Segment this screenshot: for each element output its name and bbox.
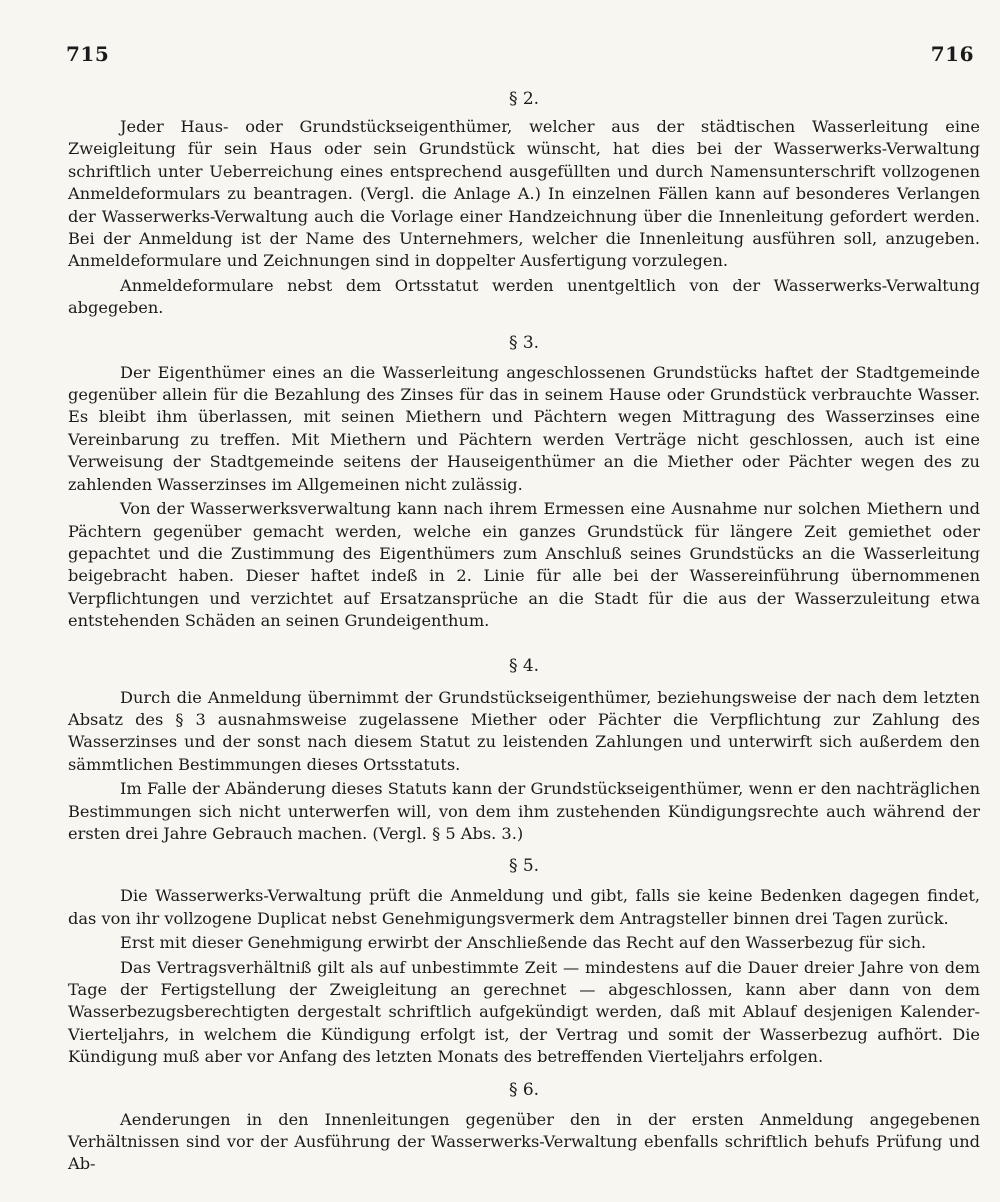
section-6 (68, 1079, 980, 1176)
page-number-right: 716 (930, 42, 974, 66)
section-heading: § 6. (508, 1079, 540, 1100)
paragraph: Anmeldeformulare nebst dem Ortsstatut werden unentgeltlich von der Wasserwerks-Verwaltung abgegeben. (68, 275, 980, 318)
section-heading: § 2. (508, 89, 540, 109)
paragraph: Von der Wasserwerksverwaltung kann nach ihrem Ermessen eine Ausnahme nur solchen Miethern und Pächtern gegenüber gemacht werden, welche ein ganzes Grundstück für längere Zeit gemiethet oder gepachtet und die Zustimmung des Eigenthümers zum Anschluß seines Grundstücks an die Wasserleitung beigebracht haben. Dieser haftet indeß in 2. Linie für alle bei der Wassereinführung übernommenen Verpflichtungen und verzichtet auf Ersatzansprüche an die Stadt für die aus der Wasserzuleitung etwa entstehenden Schäden an seinen Grundeigenthum. (68, 499, 980, 631)
section-3 (68, 332, 980, 633)
paragraph: Erst mit dieser Genehmigung erwirbt der Anschließende das Recht auf den Wasserbezug für sich. (120, 933, 927, 953)
paragraph: Jeder Haus- oder Grundstückseigenthümer, welcher aus der städtischen Wasserleitung eine Zweigleitung für sein Haus oder sein Grundstück wünscht, hat dies bei der Wasserwerks-Verwaltung schriftlich unter Ueberreichung eines entsprechend ausgefüllten und durch Namensunterschrift vollzogenen Anmeldeformulars zu beantragen. (Vergl. die Anlage A.) In einzelnen Fällen kann auf besonderes Verlangen der Wasserwerks-Verwaltung auch die Vorlage einer Handzeichnung über die Innenleitung gefordert werden. Bei der Anmeldung ist der Name des Unternehmers, welcher die Innenleitung ausführen soll, anzugeben. Anmeldeformulare und Zeichnungen sind in doppelter Ausfertigung vorzulegen. (68, 117, 980, 271)
paragraph: Im Falle der Abänderung dieses Statuts kann der Grundstückseigenthümer, wenn er den nachträglichen Bestimmungen sich nicht unterwerfen will, von dem ihm zustehenden Kündigungsrechte auch während der ersten drei Jahre Gebrauch machen. (Vergl. § 5 Abs. 3.) (68, 779, 980, 843)
section-2 (68, 88, 980, 320)
section-heading: § 5. (508, 856, 540, 877)
section-5 (68, 855, 980, 1068)
paragraph: Durch die Anmeldung übernimmt der Grundstückseigenthümer, beziehungsweise der nach dem letzten Absatz des § 3 ausnahmsweise zugelassene Miether oder Pächter die Verpflichtung zur Zahlung des Wasserzinses und der sonst nach diesem Statut zu leistenden Zahlungen und unterwirft sich außerdem den sämmtlichen Bestimmungen dieses Ortsstatuts. (68, 687, 980, 774)
section-heading: § 3. (508, 332, 540, 353)
document-body (68, 88, 980, 1176)
paragraph: Der Eigenthümer eines an die Wasserleitung angeschlossenen Grundstücks haftet der Stadtgemeinde gegenüber allein für die Bezahlung des Zinses für das in seinem Hause oder Grundstück verbrauchte Wasser. Es bleibt ihm überlassen, mit seinen Miethern und Pächtern wegen Mittragung des Wasserzinses eine Vereinbarung zu treffen. Mit Miethern und Pächtern werden Verträge nicht geschlossen, auch ist eine Verweisung der Stadtgemeinde seitens der Hauseigenthümer an die Miether oder Pächter wegen des zu zahlenden Wasserzinses im Allgemeinen nicht zulässig. (68, 362, 980, 494)
paragraph: Die Wasserwerks-Verwaltung prüft die Anmeldung und gibt, falls sie keine Bedenken dagegen findet, das von ihr vollzogene Duplicat nebst Genehmigungsvermerk dem Antragsteller binnen drei Tagen zurück. (68, 886, 980, 928)
section-4 (68, 655, 980, 846)
paragraph: Das Vertragsverhältniß gilt als auf unbestimmte Zeit — mindestens auf die Dauer dreier Jahre von dem Tage der Fertigstellung der Zweigleitung an gerechnet — abgeschlossen, kann aber dann von dem Wasserbezugsberechtigten dergestalt schriftlich aufgekündigt werden, daß mit Ablauf desjenigen Kalender-Vierteljahrs, in welchem die Kündigung erfolgt ist, der Vertrag und somit der Wasserbezug aufhört. Die Kündigung muß aber vor Anfang des letzten Monats des betreffenden Vierteljahrs erfolgen. (68, 957, 980, 1067)
page-number-left: 715 (66, 42, 110, 66)
section-heading: § 4. (508, 655, 540, 676)
paragraph: Aenderungen in den Innenleitungen gegenüber den in der ersten Anmeldung angegebenen Verhältnissen sind vor der Ausführung der Wasserwerks-Verwaltung ebenfalls schriftlich behufs Prüfung und Ab- (68, 1109, 980, 1174)
